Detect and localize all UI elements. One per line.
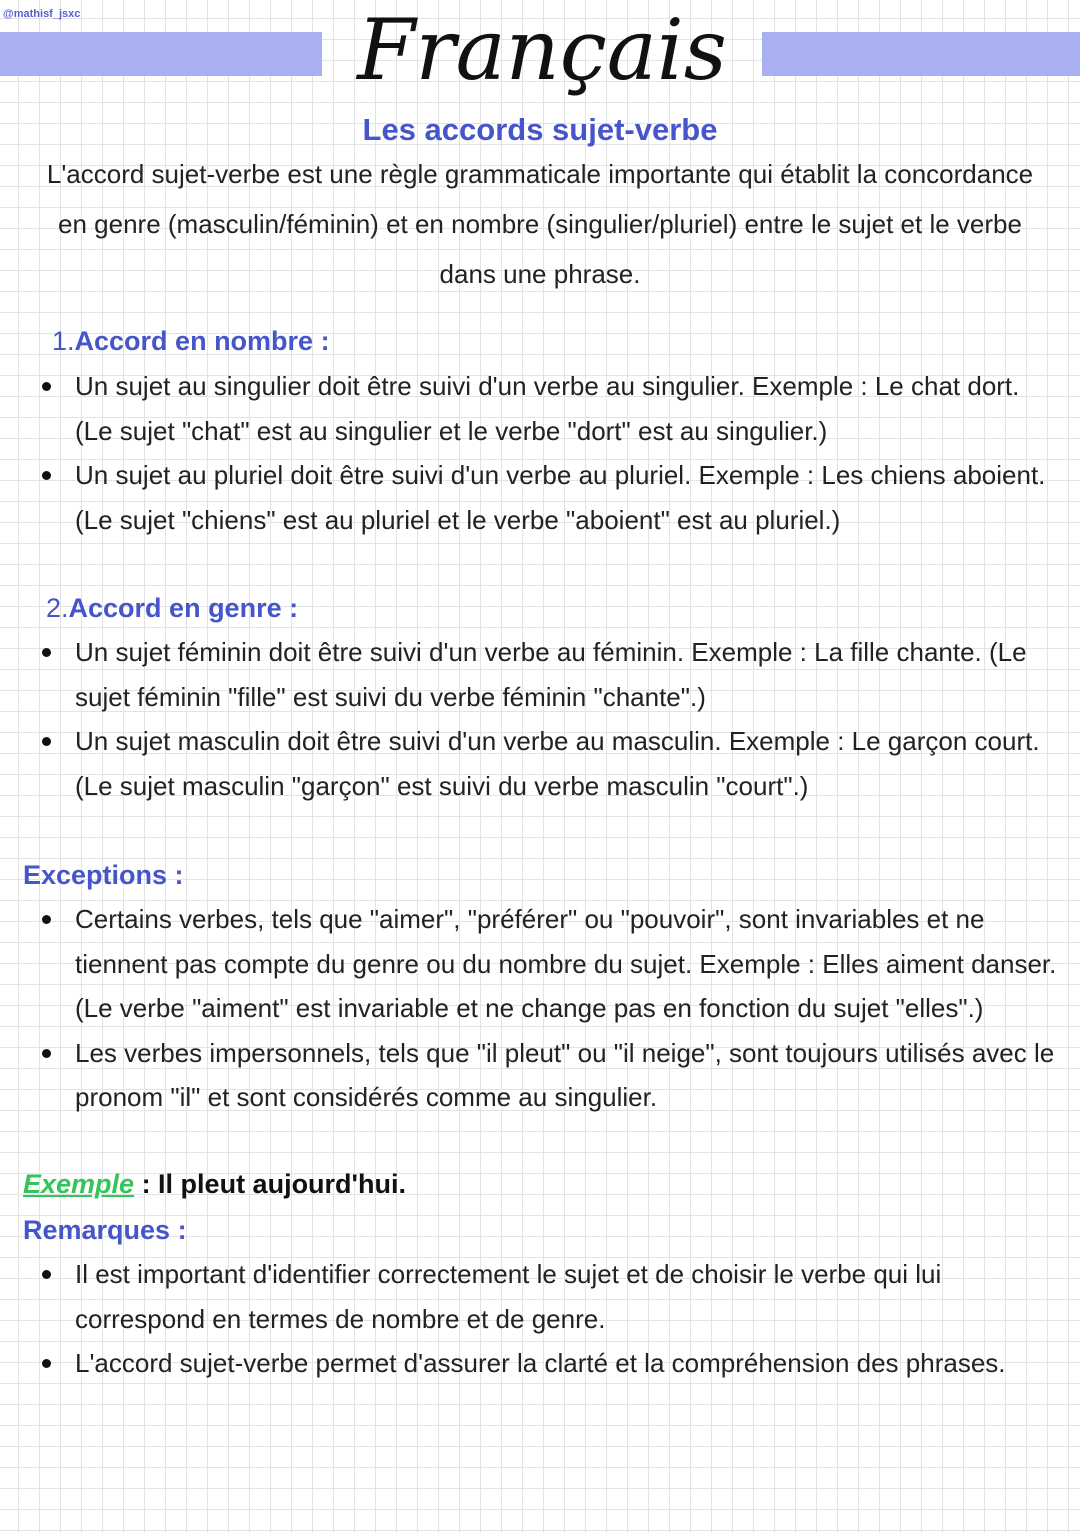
bullet-list-genre <box>0 630 1080 808</box>
list-item: L'accord sujet-verbe permet d'assurer la clarté et la compréhension des phrases. <box>0 1341 1080 1386</box>
list-item: Un sujet masculin doit être suivi d'un verbe au masculin. Exemple : Le garçon court. (Le sujet masculin "garçon" est suivi du verbe masculin "court".) <box>0 719 1080 808</box>
bullet-list-exceptions <box>0 897 1080 1120</box>
list-item: Un sujet au pluriel doit être suivi d'un verbe au pluriel. Exemple : Les chiens aboient. (Le sujet "chiens" est au pluriel et le verbe "aboient" est au pluriel.) <box>0 453 1080 542</box>
example-label: Exemple <box>23 1169 135 1199</box>
title-bar-left <box>0 32 322 76</box>
section-heading-nombre <box>52 321 330 361</box>
section-heading-exceptions: Exceptions : <box>23 860 184 890</box>
list-item: Certains verbes, tels que "aimer", "préférer" ou "pouvoir", sont invariables et ne tiennent pas compte du genre ou du nombre du sujet. Exemple : Elles aiment danser. (Le verbe "aiment" est invariable et ne change pas en fonction du sujet "elles".) <box>0 897 1080 1031</box>
example-text: : Il pleut aujourd'hui. <box>134 1169 406 1199</box>
watermark: @mathisf_jsxc <box>3 8 81 20</box>
section-number: 1. <box>52 326 75 356</box>
intro-paragraph: L'accord sujet-verbe est une règle grammaticale importante qui établit la concordance en genre (masculin/féminin) et en nombre (singulier/pluriel) entre le sujet et le verbe dans une phrase. <box>46 159 1034 289</box>
list-item: Un sujet féminin doit être suivi d'un verbe au féminin. Exemple : La fille chante. (Le sujet féminin "fille" est suivi du verbe féminin "chante".) <box>0 630 1080 719</box>
section-title: Accord en nombre : <box>74 326 330 356</box>
bullet-list-remarques <box>0 1252 1080 1386</box>
list-item: Les verbes impersonnels, tels que "il pleut" ou "il neige", sont toujours utilisés avec le pronom "il" et sont considérés comme au singulier. <box>0 1031 1080 1120</box>
bullet-list-nombre <box>0 364 1080 542</box>
list-item: Un sujet au singulier doit être suivi d'un verbe au singulier. Exemple : Le chat dort. (Le sujet "chat" est au singulier et le verbe "dort" est au singulier.) <box>0 364 1080 453</box>
title-bar-right <box>762 32 1080 76</box>
section-heading-remarques: Remarques : <box>23 1215 187 1245</box>
section-title: Accord en genre : <box>68 593 299 623</box>
section-number: 2. <box>46 593 69 623</box>
section-heading-genre <box>46 588 298 628</box>
page-title: Français <box>357 1 727 99</box>
example-line <box>23 1164 406 1204</box>
page-subtitle: Les accords sujet-verbe <box>362 112 718 147</box>
list-item: Il est important d'identifier correctement le sujet et de choisir le verbe qui lui correspond en termes de nombre et de genre. <box>0 1252 1080 1341</box>
